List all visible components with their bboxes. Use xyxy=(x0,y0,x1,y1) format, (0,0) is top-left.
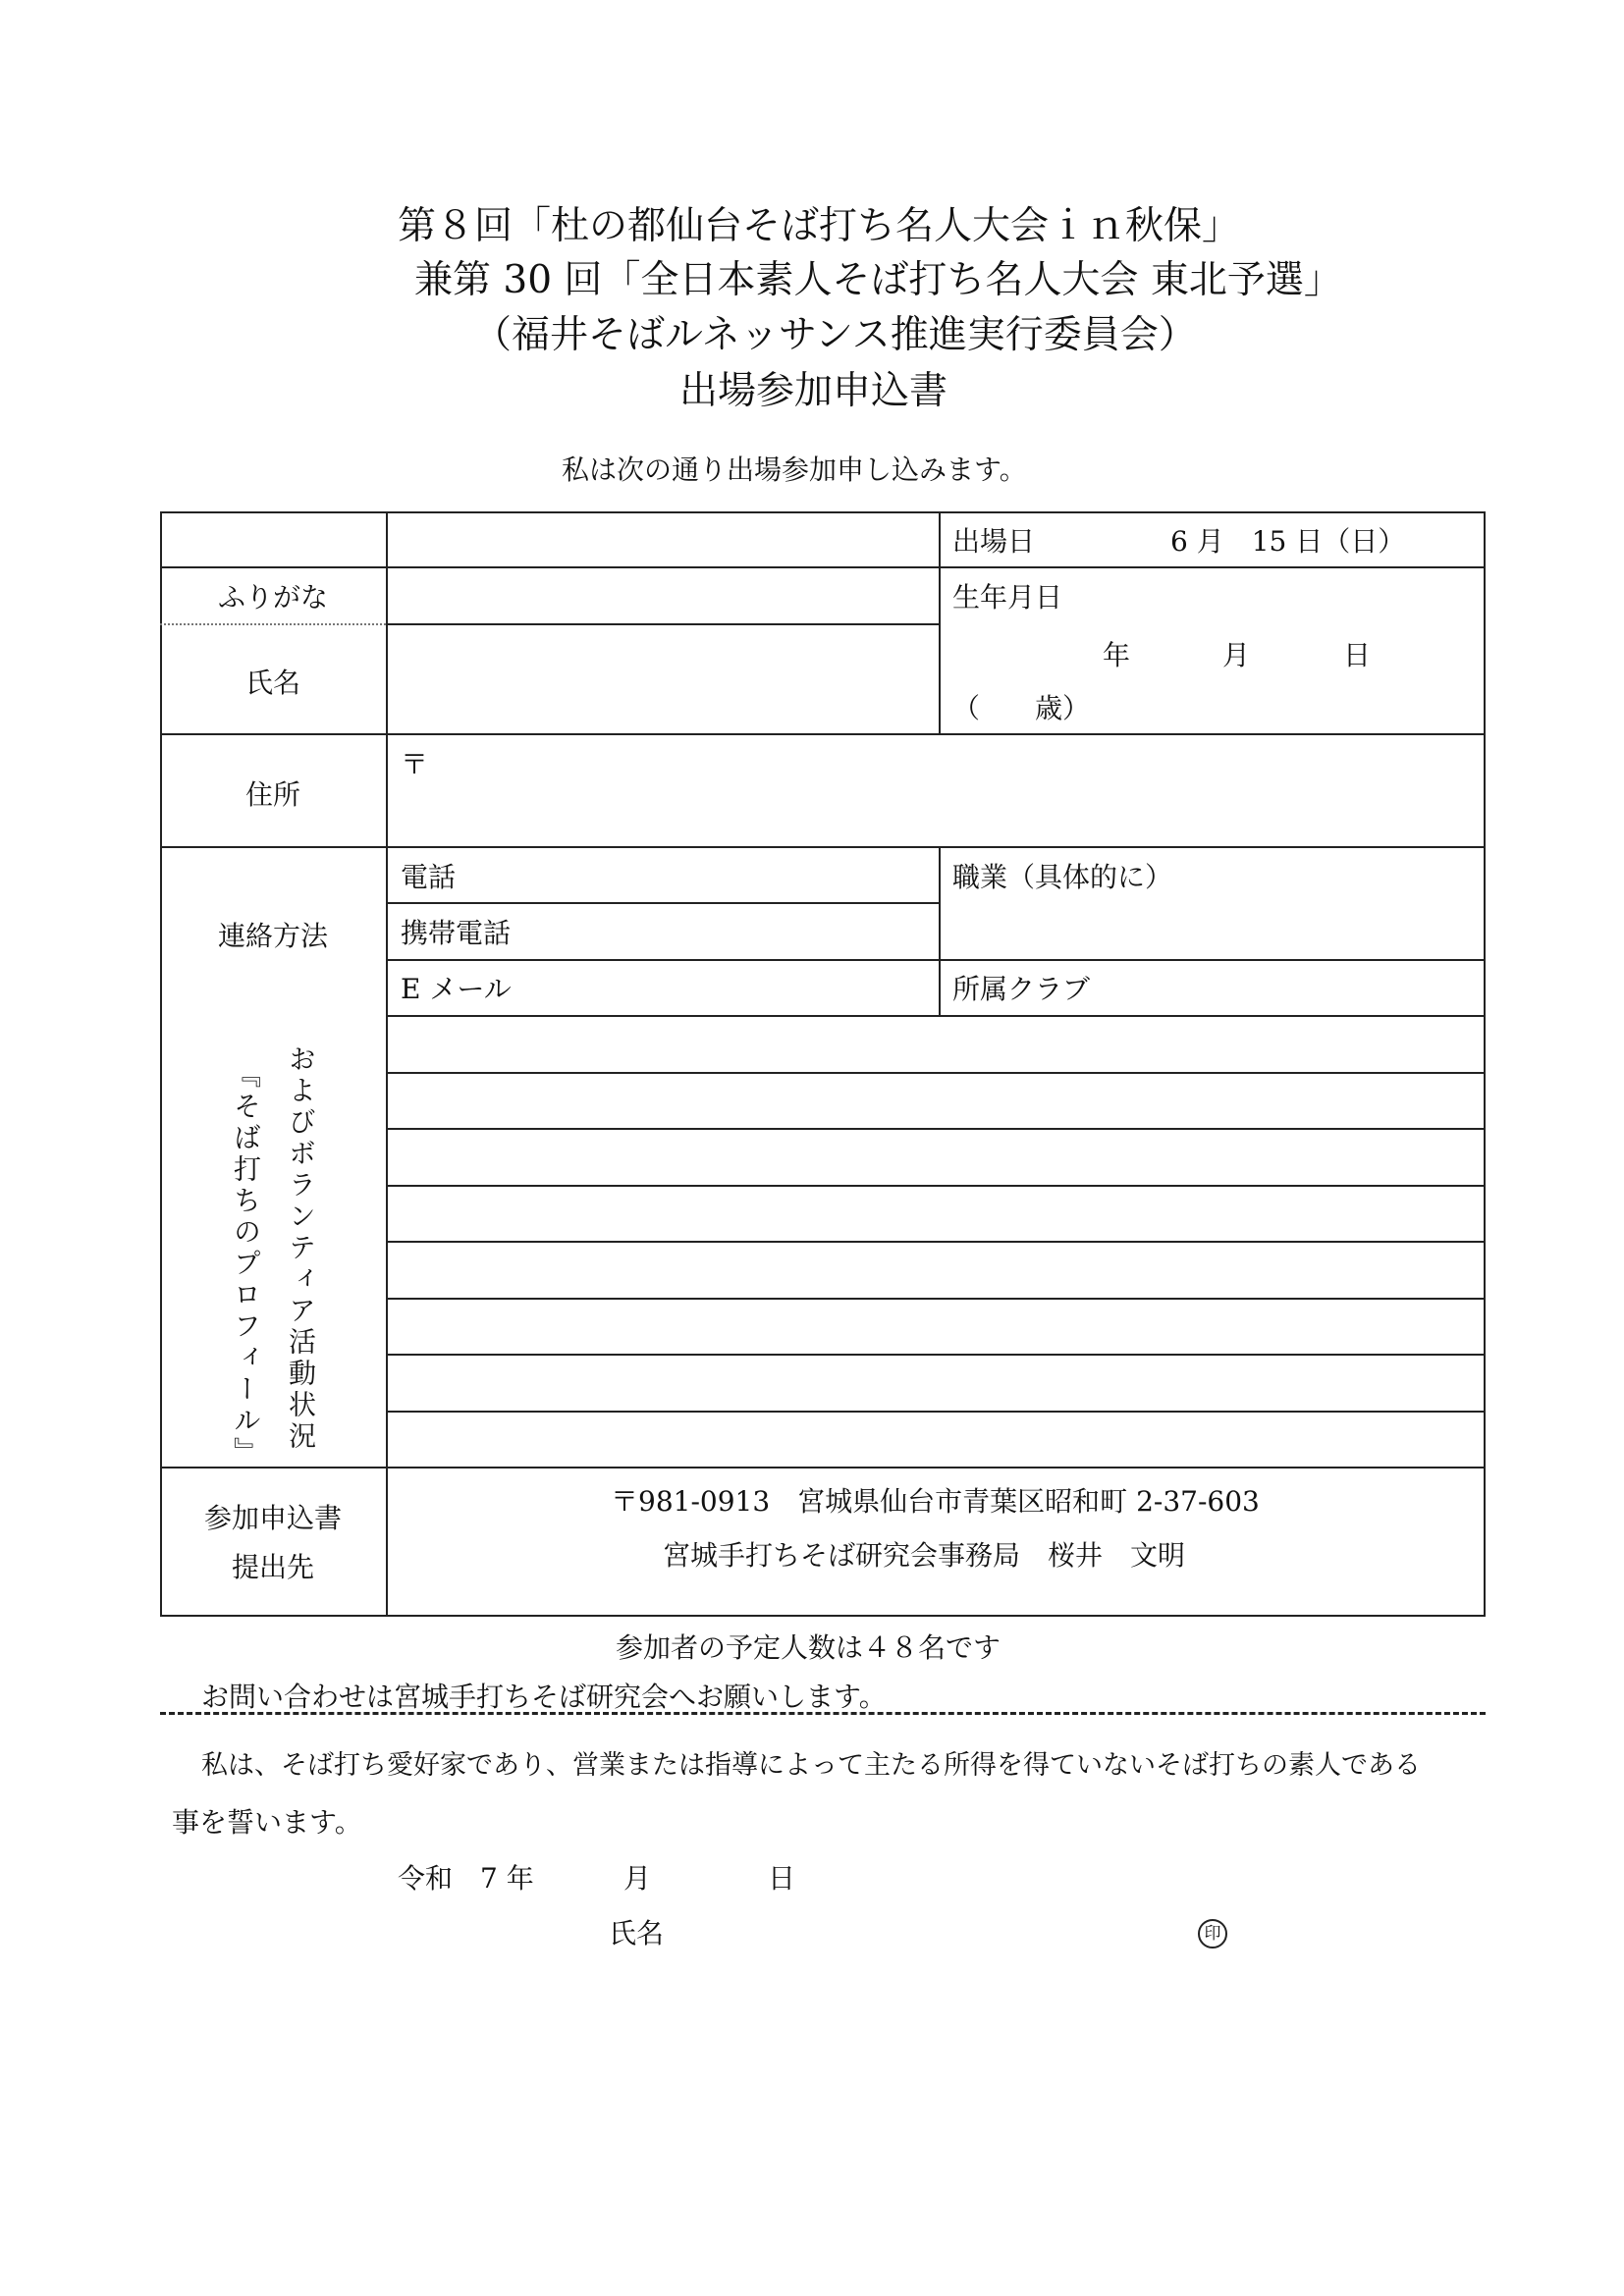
intro-text: 私は次の通り出場参加申し込みます。 xyxy=(562,454,1027,486)
name-input[interactable] xyxy=(388,625,937,731)
pledge-date-day: 日 xyxy=(768,1862,796,1895)
row-line xyxy=(386,959,1486,961)
submit-label-1: 参加申込書 xyxy=(203,1502,342,1534)
right-column-divider-top xyxy=(939,511,941,733)
profile-line xyxy=(386,1354,1486,1356)
profile-line xyxy=(386,1411,1486,1413)
submit-label-2: 提出先 xyxy=(231,1551,314,1583)
event-date-value: 6 月 15 日（日） xyxy=(1170,525,1406,558)
birth-day-label: 日 xyxy=(1343,639,1372,671)
submit-address: 〒981-0913 宮城県仙台市青葉区昭和町 2-37-603 xyxy=(611,1485,1260,1518)
profile-line xyxy=(386,1072,1486,1074)
row-line xyxy=(386,902,939,904)
birth-date-label: 生年月日 xyxy=(952,581,1063,614)
phone-label: 電話 xyxy=(401,861,457,893)
age-label: （ 歳） xyxy=(952,692,1091,724)
club-label: 所属クラブ xyxy=(952,973,1091,1005)
seal-mark xyxy=(1198,1919,1227,1949)
birth-year-label: 年 xyxy=(1103,639,1131,671)
pledge-date-era: 令和 7 年 xyxy=(398,1862,534,1895)
address-label: 住所 xyxy=(244,778,300,811)
row-line xyxy=(160,846,1486,848)
cut-line xyxy=(160,1712,1486,1715)
title-line-1: 第８回「杜の都仙台そば打ち名人大会ｉｎ秋保」 xyxy=(398,204,1241,248)
row-line xyxy=(160,733,1486,735)
profile-line xyxy=(386,1298,1486,1300)
furigana-dotted-line xyxy=(160,623,386,625)
seal-icon: 印 xyxy=(1198,1919,1227,1949)
right-column-divider-contact xyxy=(939,846,941,1015)
occupation-label: 職業（具体的に） xyxy=(952,861,1173,893)
row-line xyxy=(386,1015,1486,1017)
profile-line xyxy=(386,1185,1486,1187)
row-line xyxy=(160,1467,1486,1468)
furigana-label: ふりがな xyxy=(217,581,328,614)
profile-line xyxy=(386,1128,1486,1130)
pledge-line-2: 事を誓います。 xyxy=(172,1806,362,1839)
profile-line xyxy=(386,1241,1486,1243)
postal-mark: 〒 xyxy=(401,748,429,780)
profile-label-primary: 『そば打ちのプロフィール』 xyxy=(230,1060,262,1468)
name-label: 氏名 xyxy=(244,667,300,699)
inquiry-note: お問い合わせは宮城手打ちそば研究会へお願いします。 xyxy=(201,1681,887,1713)
furigana-input[interactable] xyxy=(388,568,937,621)
pledge-name-label: 氏名 xyxy=(609,1917,665,1949)
participants-note: 参加者の予定人数は４８名です xyxy=(616,1631,1001,1664)
event-date-label: 出場日 xyxy=(952,525,1036,558)
title-line-3: （福井そばルネッサンス推進実行委員会） xyxy=(473,313,1197,357)
pledge-date-month: 月 xyxy=(623,1862,652,1895)
pledge-line-1: 私は、そば打ち愛好家であり、営業または指導によって主たる所得を得ていないそば打ちの素人である xyxy=(201,1750,1421,1781)
email-label: E メール xyxy=(401,973,512,1005)
title-line-2: 兼第 30 回「全日本素人そば打ち名人大会 東北予選」 xyxy=(414,258,1342,302)
birth-month-label: 月 xyxy=(1222,639,1251,671)
submit-office: 宮城手打ちそば研究会事務局 桜井 文明 xyxy=(663,1539,1186,1572)
mobile-label: 携帯電話 xyxy=(401,917,512,949)
contact-label: 連絡方法 xyxy=(217,920,328,952)
form-title: 出場参加申込書 xyxy=(679,369,948,413)
profile-label-secondary: およびボランティア活動状況 xyxy=(285,1044,317,1453)
